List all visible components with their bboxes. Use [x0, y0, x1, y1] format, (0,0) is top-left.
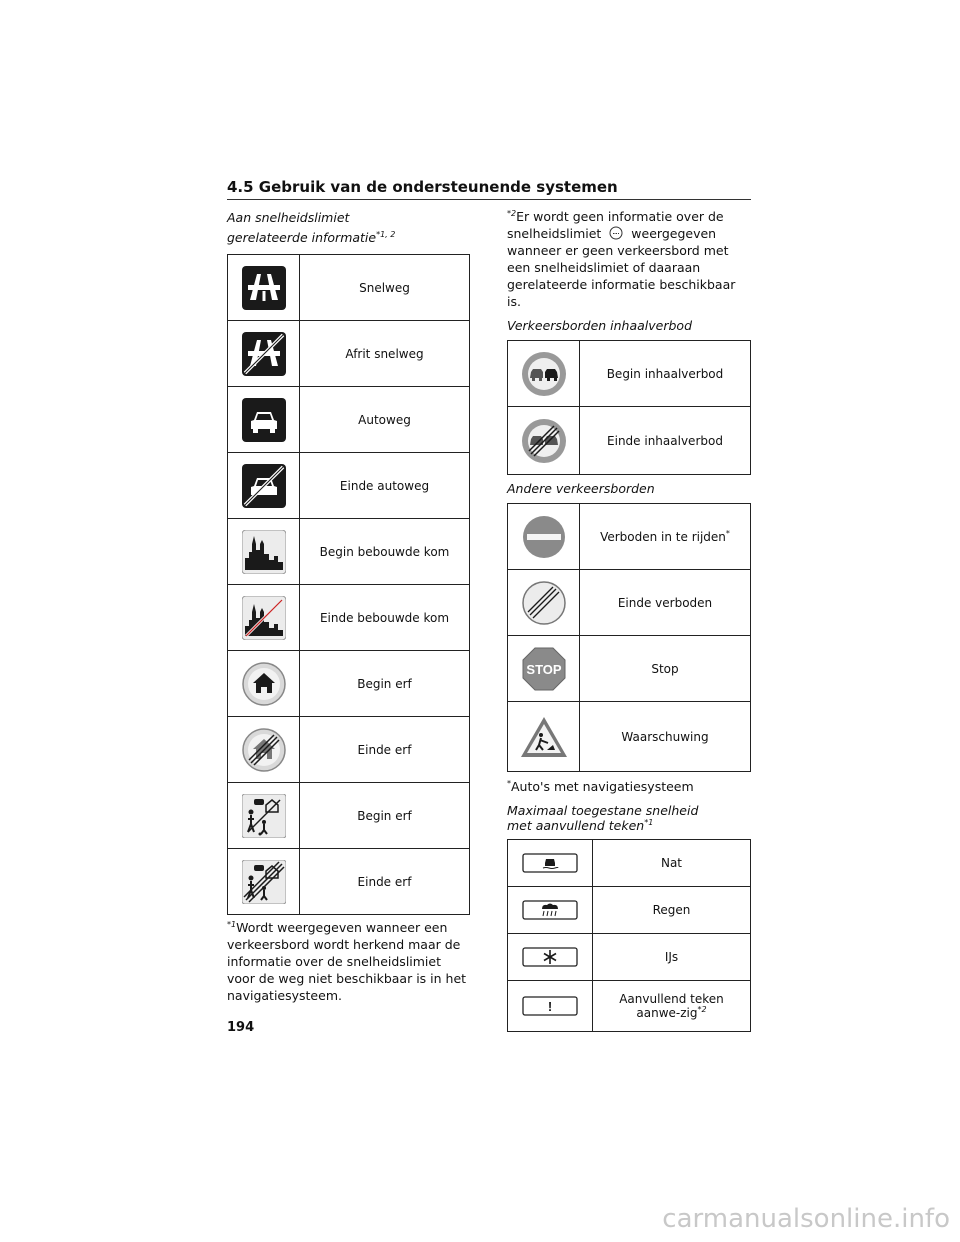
- table-row: [508, 341, 751, 407]
- icon-cell: [228, 453, 300, 519]
- table-row: [228, 519, 470, 585]
- sign-label-cell: [593, 840, 751, 887]
- table-row: [228, 585, 470, 651]
- nav-note-text: Auto's met navigatiesysteem: [511, 779, 694, 794]
- icon-cell: [228, 255, 300, 321]
- right-column: [507, 208, 751, 1032]
- sign-label: Regen: [652, 903, 691, 917]
- sign-label-cell: [580, 636, 751, 702]
- table-row: [508, 636, 751, 702]
- sign-label: Begin inhaalverbod: [580, 341, 751, 407]
- note-marker: *2: [507, 208, 517, 218]
- section-title-text: Aan snelheidslimiet gerelateerde informatie: [227, 210, 377, 245]
- footnote-1: [227, 919, 470, 1004]
- sign-label-cell: [580, 570, 751, 636]
- footnote-marker: *1: [227, 919, 237, 929]
- table-row: [508, 887, 751, 934]
- sign-label: Einde inhaalverbod: [580, 407, 751, 475]
- icon-cell: [508, 636, 580, 702]
- end-restrictions-icon: [521, 580, 567, 626]
- sign-label-cell: [580, 702, 751, 772]
- icon-cell: [228, 585, 300, 651]
- overtaking-sign-table: [507, 340, 751, 475]
- table-row: [508, 504, 751, 570]
- icon-cell: [228, 387, 300, 453]
- icon-cell: [228, 849, 300, 915]
- watermark: carmanualsonline.info: [662, 1204, 950, 1234]
- stop-sign-text: STOP: [525, 661, 562, 677]
- table-row: [508, 840, 751, 887]
- residential-zone-square-end-icon: [242, 860, 286, 904]
- sign-label-cell: [593, 981, 751, 1032]
- sign-label: Einde bebouwde kom: [300, 585, 470, 651]
- table-row: [228, 849, 470, 915]
- header-divider: [227, 199, 751, 200]
- residential-zone-round-end-icon: [241, 727, 287, 773]
- speed-info-sign-table: [227, 254, 470, 915]
- other-sign-table: [507, 503, 751, 772]
- wet-road-icon: [522, 853, 578, 873]
- left-column: [227, 208, 470, 1004]
- icon-cell: [508, 407, 580, 475]
- icon-cell: [228, 519, 300, 585]
- icon-cell: [508, 981, 593, 1032]
- sign-label: Einde autoweg: [300, 453, 470, 519]
- icon-cell: [508, 840, 593, 887]
- sign-label-sup: *2: [697, 1005, 707, 1014]
- sign-label: Aanvullend teken aanwe-zig: [619, 992, 724, 1020]
- residential-zone-round-icon: [241, 661, 287, 707]
- note-no-speed-info: [507, 208, 751, 310]
- sign-label: Verboden in te rijden: [600, 529, 726, 544]
- sign-label: Nat: [660, 856, 683, 870]
- sign-label: Einde erf: [300, 717, 470, 783]
- built-up-area-end-sign-icon: [242, 596, 286, 640]
- sign-label: Einde erf: [300, 849, 470, 915]
- no-speed-limit-icon: [609, 226, 623, 240]
- table-row: [508, 407, 751, 475]
- page-header-title: 4.5 Gebruik van de ondersteunende systemen: [227, 178, 618, 196]
- nav-note-marker: *: [507, 778, 511, 788]
- icon-cell: [508, 504, 580, 570]
- table-row: [228, 453, 470, 519]
- motorway-end-sign-icon: [242, 332, 286, 376]
- sign-label: Begin bebouwde kom: [300, 519, 470, 585]
- table-row: [508, 570, 751, 636]
- expressway-sign-icon: [242, 398, 286, 442]
- built-up-area-sign-icon: [242, 530, 286, 574]
- snowflake-icon: [522, 947, 578, 967]
- table-row: [228, 717, 470, 783]
- icon-cell: [228, 783, 300, 849]
- page-number: 194: [227, 1020, 255, 1035]
- icon-cell: [508, 934, 593, 981]
- sign-label: Snelweg: [300, 255, 470, 321]
- sign-label: Begin erf: [300, 651, 470, 717]
- note-text-part1: Er wordt geen informatie over de snelheidslimiet: [507, 209, 724, 241]
- section-title-other-signs: Andere verkeersborden: [507, 481, 655, 496]
- sign-label: Stop: [651, 661, 679, 676]
- icon-cell: [508, 341, 580, 407]
- stop-sign-icon: [521, 646, 567, 692]
- no-entry-icon: [521, 514, 567, 560]
- nav-note: [507, 778, 751, 795]
- sign-label: Autoweg: [300, 387, 470, 453]
- sign-label: Einde verboden: [617, 595, 713, 610]
- table-row: [508, 934, 751, 981]
- no-overtaking-icon: [520, 350, 568, 398]
- motorway-sign-icon: [242, 266, 286, 310]
- table-row: [508, 981, 751, 1032]
- sign-label-cell: [593, 934, 751, 981]
- sign-label: Begin erf: [300, 783, 470, 849]
- exclamation-text: !: [547, 999, 553, 1015]
- icon-cell: [228, 651, 300, 717]
- icon-cell: [228, 717, 300, 783]
- warning-roadworks-icon: [519, 715, 569, 759]
- expressway-end-sign-icon: [242, 464, 286, 508]
- table-row: [228, 387, 470, 453]
- section-title-sup: *1, 2: [376, 229, 396, 239]
- no-overtaking-end-icon: [520, 417, 568, 465]
- section-title-max-speed: [507, 803, 707, 833]
- max-speed-title-sup: *1: [644, 817, 654, 827]
- icon-cell: [508, 887, 593, 934]
- note-text-part2: weergegeven wanneer er geen verkeersbord met een snelheidslimiet of daaraan gerelateerde informatie beschikbaar is.: [507, 226, 736, 309]
- rain-icon: [522, 900, 578, 920]
- icon-cell: [228, 321, 300, 387]
- sign-label-cell: [580, 504, 751, 570]
- sign-label: IJs: [664, 950, 679, 964]
- exclamation-icon: [522, 996, 578, 1016]
- icon-cell: [508, 702, 580, 772]
- footnote-text: Wordt weergegeven wanneer een verkeersbord wordt herkend maar de informatie over de snelheidslimiet voor de weg niet beschikbaar is in het navigatiesysteem.: [227, 920, 467, 1003]
- sign-label: Afrit snelweg: [300, 321, 470, 387]
- max-speed-title-text: Maximaal toegestane snelheid met aanvullend teken: [507, 803, 699, 833]
- section-title-overtaking: Verkeersborden inhaalverbod: [507, 318, 693, 333]
- icon-cell: [508, 570, 580, 636]
- sign-label-sup: *: [725, 528, 730, 538]
- section-title-speed-info: [227, 208, 417, 248]
- residential-zone-square-icon: [242, 794, 286, 838]
- sign-label: Waarschuwing: [621, 729, 709, 744]
- table-row: [508, 702, 751, 772]
- supplementary-sign-table: [507, 839, 751, 1032]
- table-row: [228, 255, 470, 321]
- table-row: [228, 321, 470, 387]
- table-row: [228, 651, 470, 717]
- sign-label-cell: [593, 887, 751, 934]
- table-row: [228, 783, 470, 849]
